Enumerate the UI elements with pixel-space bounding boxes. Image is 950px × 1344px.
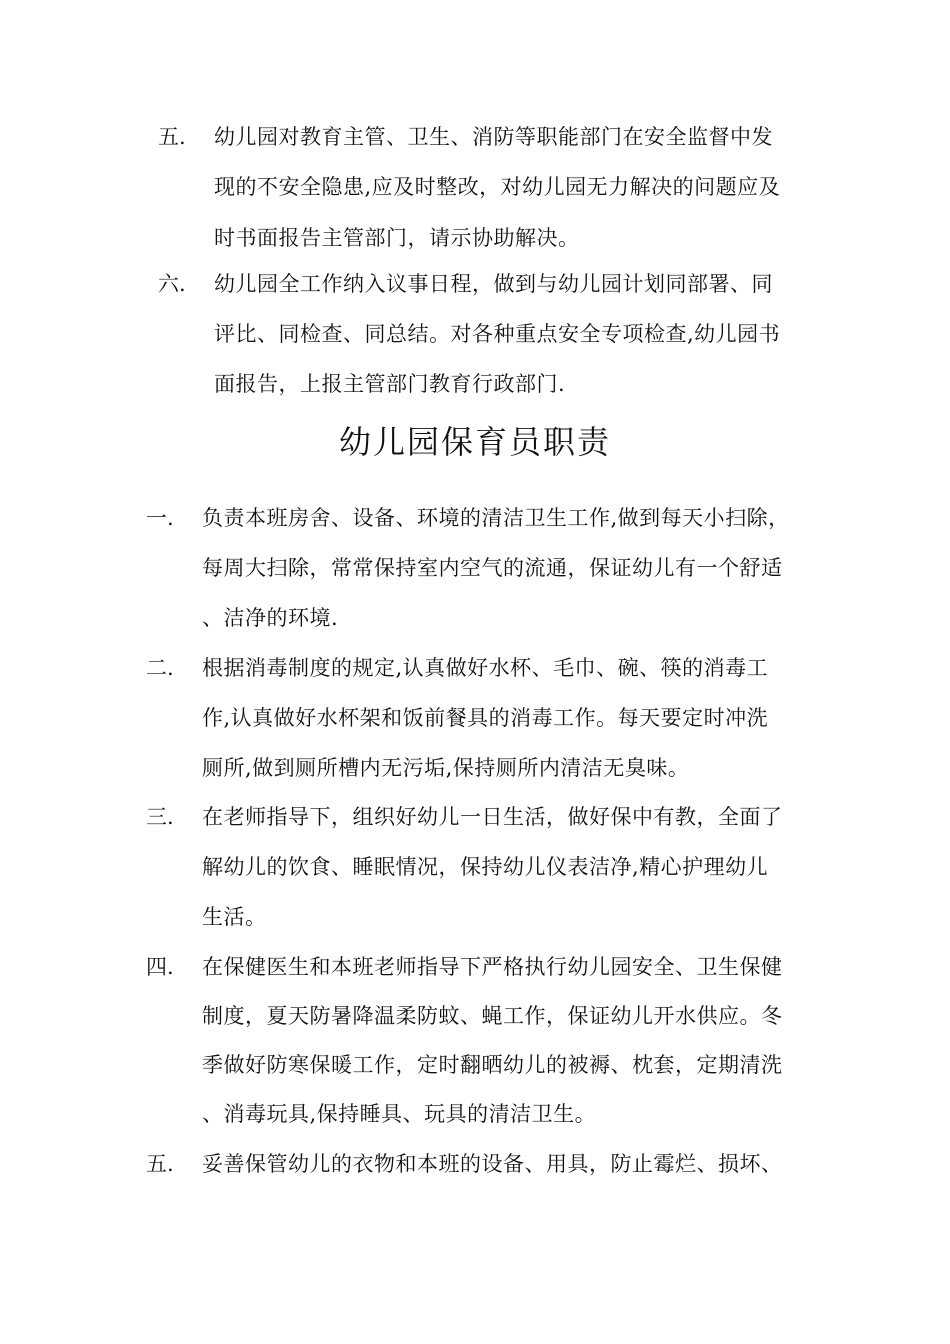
item-line: 评比、同检查、同总结。对各种重点安全专项检查,幼儿园书 xyxy=(214,322,781,346)
item-number: 五. xyxy=(146,1152,174,1176)
item-line: 根据消毒制度的规定,认真做好水杯、毛巾、碗、筷的消毒工 xyxy=(202,656,769,680)
item-line: 负责本班房舍、设备、环境的清洁卫生工作,做到每天小扫除， xyxy=(202,506,790,530)
item-line: 幼儿园对教育主管、卫生、消防等职能部门在安全监督中发 xyxy=(214,125,773,149)
item-number: 五. xyxy=(158,125,186,149)
item-line: 季做好防寒保暖工作，定时翻晒幼儿的被褥、枕套，定期清洗 xyxy=(202,1053,783,1077)
item-line: 作,认真做好水杯架和饭前餐具的消毒工作。每天要定时冲洗 xyxy=(202,706,769,730)
item-line: 制度，夏天防暑降温柔防蚊、蝇工作，保证幼儿开水供应。冬 xyxy=(202,1004,783,1028)
item-line: 厕所,做到厕所槽内无污垢,保持厕所内清洁无臭味。 xyxy=(202,756,690,780)
item-line: 在老师指导下，组织好幼儿一日生活，做好保中有教，全面了 xyxy=(202,805,783,829)
item-line: 解幼儿的饮食、睡眠情况，保持幼儿仪表洁净,精心护理幼儿 xyxy=(202,855,769,879)
item-line: 时书面报告主管部门，请示协助解决。 xyxy=(214,226,580,250)
item-number: 四. xyxy=(146,955,174,979)
item-number: 三. xyxy=(146,805,174,829)
item-line: 、消毒玩具,保持睡具、玩具的清洁卫生。 xyxy=(202,1102,597,1126)
item-number: 二. xyxy=(146,656,174,680)
item-line: 生活。 xyxy=(202,905,267,929)
item-number: 六. xyxy=(158,272,186,296)
item-line: 幼儿园全工作纳入议事日程，做到与幼儿园计划同部署、同 xyxy=(214,272,773,296)
item-number: 一. xyxy=(146,506,174,530)
item-line: 、洁净的环境. xyxy=(202,606,339,630)
item-line: 每周大扫除，常常保持室内空气的流通，保证幼儿有一个舒适 xyxy=(202,556,783,580)
item-line: 在保健医生和本班老师指导下严格执行幼儿园安全、卫生保健 xyxy=(202,955,783,979)
item-line: 现的不安全隐患,应及时整改，对幼儿园无力解决的问题应及 xyxy=(214,175,781,199)
item-line: 妥善保管幼儿的衣物和本班的设备、用具，防止霉烂、损坏、 xyxy=(202,1152,783,1176)
page-title: 幼儿园保育员职责 xyxy=(338,423,611,461)
item-line: 面报告，上报主管部门教育行政部门. xyxy=(214,372,566,396)
